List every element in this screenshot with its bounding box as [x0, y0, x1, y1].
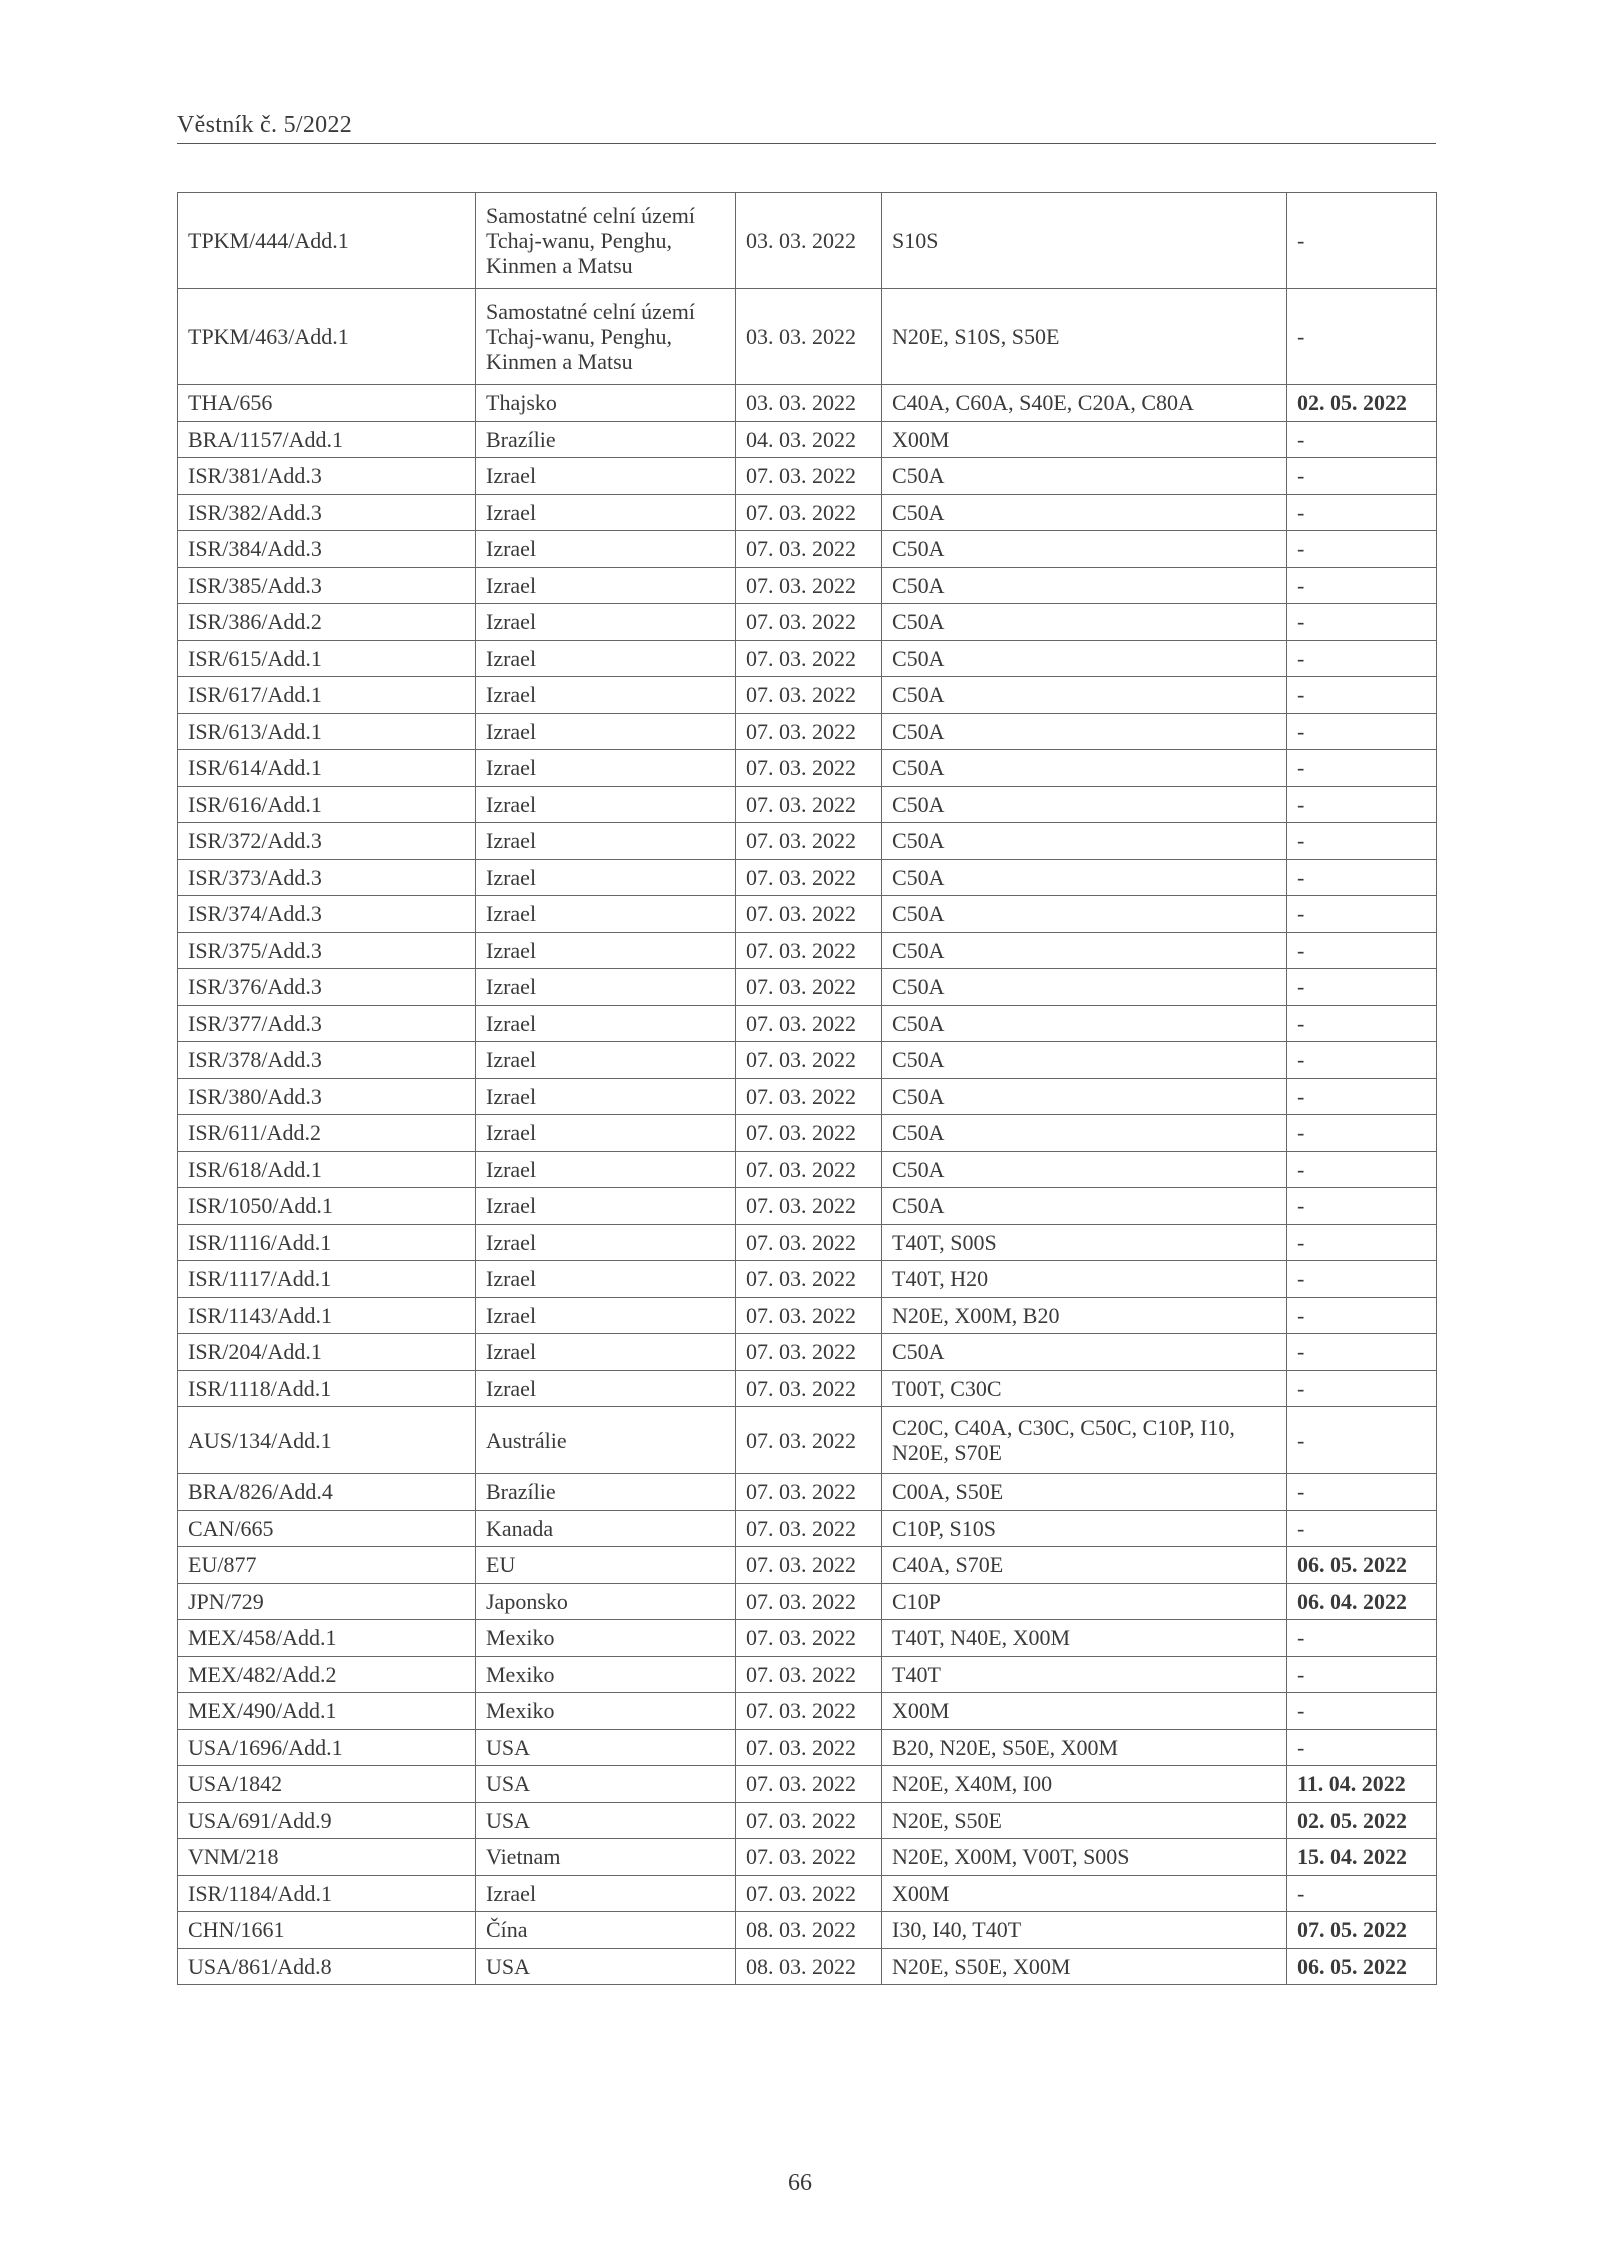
date-cell: 08. 03. 2022 — [736, 1948, 882, 1985]
document-symbol-cell: ISR/615/Add.1 — [178, 640, 476, 677]
document-symbol-cell: ISR/1143/Add.1 — [178, 1297, 476, 1334]
document-symbol-cell: AUS/134/Add.1 — [178, 1407, 476, 1474]
notification-table — [177, 192, 1437, 1985]
date-cell: 07. 03. 2022 — [736, 823, 882, 860]
deadline-cell: - — [1287, 1042, 1437, 1079]
document-symbol-cell: ISR/378/Add.3 — [178, 1042, 476, 1079]
document-symbol-cell: USA/1842 — [178, 1766, 476, 1803]
date-cell: 07. 03. 2022 — [736, 531, 882, 568]
table-row — [178, 289, 1437, 385]
date-cell: 07. 03. 2022 — [736, 713, 882, 750]
codes-cell: C10P — [882, 1583, 1287, 1620]
date-cell: 07. 03. 2022 — [736, 859, 882, 896]
codes-cell: B20, N20E, S50E, X00M — [882, 1729, 1287, 1766]
member-cell: Izrael — [476, 1078, 736, 1115]
member-cell: Izrael — [476, 677, 736, 714]
table-row — [178, 750, 1437, 787]
codes-cell: C50A — [882, 1334, 1287, 1371]
date-cell: 07. 03. 2022 — [736, 1766, 882, 1803]
date-cell: 07. 03. 2022 — [736, 567, 882, 604]
date-cell: 03. 03. 2022 — [736, 385, 882, 422]
codes-cell: N20E, S50E, X00M — [882, 1948, 1287, 1985]
codes-cell: N20E, X40M, I00 — [882, 1766, 1287, 1803]
deadline-cell: 06. 04. 2022 — [1287, 1583, 1437, 1620]
codes-cell: C50A — [882, 458, 1287, 495]
table-row — [178, 531, 1437, 568]
table-row — [178, 1370, 1437, 1407]
document-symbol-cell: ISR/1118/Add.1 — [178, 1370, 476, 1407]
codes-cell: C50A — [882, 640, 1287, 677]
member-cell: Izrael — [476, 604, 736, 641]
member-cell: Izrael — [476, 458, 736, 495]
table-row — [178, 1005, 1437, 1042]
codes-cell: C50A — [882, 1005, 1287, 1042]
codes-cell: C50A — [882, 1042, 1287, 1079]
table-row — [178, 1729, 1437, 1766]
date-cell: 07. 03. 2022 — [736, 1334, 882, 1371]
codes-cell: C50A — [882, 1078, 1287, 1115]
deadline-cell: - — [1287, 932, 1437, 969]
codes-cell: T40T — [882, 1656, 1287, 1693]
date-cell: 07. 03. 2022 — [736, 1729, 882, 1766]
date-cell: 07. 03. 2022 — [736, 896, 882, 933]
deadline-cell: - — [1287, 494, 1437, 531]
date-cell: 07. 03. 2022 — [736, 1474, 882, 1511]
table-row — [178, 604, 1437, 641]
table-row — [178, 1042, 1437, 1079]
member-cell: Izrael — [476, 823, 736, 860]
document-symbol-cell: EU/877 — [178, 1547, 476, 1584]
member-cell: Izrael — [476, 786, 736, 823]
member-cell: Samostatné celní území Tchaj-wanu, Penghu, Kinmen a Matsu — [476, 193, 736, 289]
date-cell: 07. 03. 2022 — [736, 1875, 882, 1912]
member-cell: Izrael — [476, 1224, 736, 1261]
table-row — [178, 1802, 1437, 1839]
codes-cell: C50A — [882, 823, 1287, 860]
member-cell: Mexiko — [476, 1620, 736, 1657]
member-cell: Izrael — [476, 531, 736, 568]
date-cell: 04. 03. 2022 — [736, 421, 882, 458]
date-cell: 07. 03. 2022 — [736, 1005, 882, 1042]
codes-cell: C50A — [882, 969, 1287, 1006]
date-cell: 07. 03. 2022 — [736, 1407, 882, 1474]
document-symbol-cell: ISR/386/Add.2 — [178, 604, 476, 641]
member-cell: Izrael — [476, 1875, 736, 1912]
date-cell: 07. 03. 2022 — [736, 1224, 882, 1261]
deadline-cell: - — [1287, 1078, 1437, 1115]
document-symbol-cell: ISR/384/Add.3 — [178, 531, 476, 568]
document-symbol-cell: ISR/617/Add.1 — [178, 677, 476, 714]
document-symbol-cell: USA/861/Add.8 — [178, 1948, 476, 1985]
deadline-cell: - — [1287, 1115, 1437, 1152]
codes-cell: C50A — [882, 604, 1287, 641]
codes-cell: C00A, S50E — [882, 1474, 1287, 1511]
deadline-cell: - — [1287, 1151, 1437, 1188]
document-symbol-cell: ISR/616/Add.1 — [178, 786, 476, 823]
document-symbol-cell: TPKM/444/Add.1 — [178, 193, 476, 289]
deadline-cell: 06. 05. 2022 — [1287, 1547, 1437, 1584]
table-row — [178, 969, 1437, 1006]
member-cell: Austrálie — [476, 1407, 736, 1474]
member-cell: Izrael — [476, 969, 736, 1006]
date-cell: 07. 03. 2022 — [736, 1510, 882, 1547]
table-row — [178, 1875, 1437, 1912]
member-cell: USA — [476, 1948, 736, 1985]
date-cell: 07. 03. 2022 — [736, 1297, 882, 1334]
date-cell: 07. 03. 2022 — [736, 1802, 882, 1839]
date-cell: 07. 03. 2022 — [736, 1547, 882, 1584]
date-cell: 07. 03. 2022 — [736, 458, 882, 495]
table-row — [178, 421, 1437, 458]
member-cell: USA — [476, 1802, 736, 1839]
deadline-cell: - — [1287, 823, 1437, 860]
document-symbol-cell: ISR/373/Add.3 — [178, 859, 476, 896]
codes-cell: C50A — [882, 896, 1287, 933]
codes-cell: C50A — [882, 677, 1287, 714]
date-cell: 07. 03. 2022 — [736, 1151, 882, 1188]
member-cell: Izrael — [476, 567, 736, 604]
document-symbol-cell: MEX/458/Add.1 — [178, 1620, 476, 1657]
page-number: 66 — [788, 2170, 812, 2196]
deadline-cell: - — [1287, 193, 1437, 289]
deadline-cell: - — [1287, 1224, 1437, 1261]
document-symbol-cell: CAN/665 — [178, 1510, 476, 1547]
member-cell: Japonsko — [476, 1583, 736, 1620]
table-row — [178, 1115, 1437, 1152]
member-cell: Mexiko — [476, 1693, 736, 1730]
document-symbol-cell: ISR/381/Add.3 — [178, 458, 476, 495]
table-row — [178, 1407, 1437, 1474]
member-cell: Izrael — [476, 1297, 736, 1334]
codes-cell: N20E, X00M, B20 — [882, 1297, 1287, 1334]
deadline-cell: 06. 05. 2022 — [1287, 1948, 1437, 1985]
table-row — [178, 193, 1437, 289]
member-cell: Izrael — [476, 1370, 736, 1407]
codes-cell: C50A — [882, 932, 1287, 969]
deadline-cell: - — [1287, 1334, 1437, 1371]
deadline-cell: - — [1287, 1261, 1437, 1298]
table-row — [178, 1948, 1437, 1985]
table-row — [178, 1297, 1437, 1334]
deadline-cell: 11. 04. 2022 — [1287, 1766, 1437, 1803]
table-row — [178, 677, 1437, 714]
date-cell: 07. 03. 2022 — [736, 1620, 882, 1657]
codes-cell: I30, I40, T40T — [882, 1912, 1287, 1949]
member-cell: Čína — [476, 1912, 736, 1949]
date-cell: 07. 03. 2022 — [736, 1115, 882, 1152]
table-row — [178, 896, 1437, 933]
document-symbol-cell: ISR/1050/Add.1 — [178, 1188, 476, 1225]
table-row — [178, 1078, 1437, 1115]
table-row — [178, 1656, 1437, 1693]
deadline-cell: - — [1287, 1005, 1437, 1042]
member-cell: Kanada — [476, 1510, 736, 1547]
codes-cell: T40T, H20 — [882, 1261, 1287, 1298]
codes-cell: C10P, S10S — [882, 1510, 1287, 1547]
member-cell: Izrael — [476, 713, 736, 750]
codes-cell: C50A — [882, 1188, 1287, 1225]
table-row — [178, 786, 1437, 823]
codes-cell: X00M — [882, 1875, 1287, 1912]
running-header — [177, 112, 1436, 144]
document-symbol-cell: ISR/204/Add.1 — [178, 1334, 476, 1371]
document-symbol-cell: ISR/618/Add.1 — [178, 1151, 476, 1188]
date-cell: 07. 03. 2022 — [736, 1693, 882, 1730]
table-body — [178, 193, 1437, 1985]
table-row — [178, 1620, 1437, 1657]
date-cell: 07. 03. 2022 — [736, 750, 882, 787]
date-cell: 07. 03. 2022 — [736, 969, 882, 1006]
document-symbol-cell: THA/656 — [178, 385, 476, 422]
table-row — [178, 1188, 1437, 1225]
member-cell: Izrael — [476, 1005, 736, 1042]
codes-cell: T40T, S00S — [882, 1224, 1287, 1261]
table-row — [178, 1839, 1437, 1876]
table-row — [178, 458, 1437, 495]
document-symbol-cell: ISR/376/Add.3 — [178, 969, 476, 1006]
deadline-cell: - — [1287, 1656, 1437, 1693]
deadline-cell: - — [1287, 1474, 1437, 1511]
date-cell: 07. 03. 2022 — [736, 932, 882, 969]
deadline-cell: - — [1287, 640, 1437, 677]
table-row — [178, 1474, 1437, 1511]
document-symbol-cell: CHN/1661 — [178, 1912, 476, 1949]
table-row — [178, 1334, 1437, 1371]
deadline-cell: 15. 04. 2022 — [1287, 1839, 1437, 1876]
document-symbol-cell: MEX/482/Add.2 — [178, 1656, 476, 1693]
document-symbol-cell: ISR/1117/Add.1 — [178, 1261, 476, 1298]
table-row — [178, 1510, 1437, 1547]
codes-cell: C50A — [882, 1151, 1287, 1188]
codes-cell: C50A — [882, 786, 1287, 823]
deadline-cell: 02. 05. 2022 — [1287, 1802, 1437, 1839]
date-cell: 07. 03. 2022 — [736, 1370, 882, 1407]
codes-cell: N20E, X00M, V00T, S00S — [882, 1839, 1287, 1876]
date-cell: 07. 03. 2022 — [736, 604, 882, 641]
deadline-cell: - — [1287, 567, 1437, 604]
member-cell: USA — [476, 1729, 736, 1766]
member-cell: Thajsko — [476, 385, 736, 422]
date-cell: 07. 03. 2022 — [736, 1078, 882, 1115]
deadline-cell: - — [1287, 677, 1437, 714]
table-row — [178, 859, 1437, 896]
member-cell: Izrael — [476, 750, 736, 787]
document-symbol-cell: VNM/218 — [178, 1839, 476, 1876]
member-cell: Izrael — [476, 896, 736, 933]
date-cell: 03. 03. 2022 — [736, 193, 882, 289]
table-row — [178, 1912, 1437, 1949]
date-cell: 07. 03. 2022 — [736, 1839, 882, 1876]
date-cell: 07. 03. 2022 — [736, 1042, 882, 1079]
deadline-cell: - — [1287, 1407, 1437, 1474]
document-symbol-cell: ISR/377/Add.3 — [178, 1005, 476, 1042]
document-symbol-cell: ISR/611/Add.2 — [178, 1115, 476, 1152]
member-cell: Samostatné celní území Tchaj-wanu, Penghu, Kinmen a Matsu — [476, 289, 736, 385]
document-symbol-cell: TPKM/463/Add.1 — [178, 289, 476, 385]
member-cell: Izrael — [476, 1334, 736, 1371]
table-row — [178, 1766, 1437, 1803]
document-symbol-cell: ISR/372/Add.3 — [178, 823, 476, 860]
document-symbol-cell: ISR/375/Add.3 — [178, 932, 476, 969]
table-row — [178, 1583, 1437, 1620]
date-cell: 07. 03. 2022 — [736, 640, 882, 677]
date-cell: 08. 03. 2022 — [736, 1912, 882, 1949]
codes-cell: C40A, C60A, S40E, C20A, C80A — [882, 385, 1287, 422]
member-cell: Izrael — [476, 1042, 736, 1079]
table-row — [178, 385, 1437, 422]
codes-cell: S10S — [882, 193, 1287, 289]
member-cell: USA — [476, 1766, 736, 1803]
deadline-cell: - — [1287, 1188, 1437, 1225]
deadline-cell: - — [1287, 859, 1437, 896]
document-symbol-cell: BRA/826/Add.4 — [178, 1474, 476, 1511]
table-row — [178, 1224, 1437, 1261]
date-cell: 07. 03. 2022 — [736, 677, 882, 714]
document-symbol-cell: ISR/374/Add.3 — [178, 896, 476, 933]
codes-cell: C20C, C40A, C30C, C50C, C10P, I10, N20E, S70E — [882, 1407, 1287, 1474]
deadline-cell: - — [1287, 1693, 1437, 1730]
member-cell: Brazílie — [476, 421, 736, 458]
journal-title: Věstník č. 5/2022 — [177, 112, 353, 138]
deadline-cell: 07. 05. 2022 — [1287, 1912, 1437, 1949]
member-cell: Brazílie — [476, 1474, 736, 1511]
date-cell: 07. 03. 2022 — [736, 494, 882, 531]
member-cell: Izrael — [476, 640, 736, 677]
codes-cell: C50A — [882, 1115, 1287, 1152]
codes-cell: C50A — [882, 567, 1287, 604]
codes-cell: C40A, S70E — [882, 1547, 1287, 1584]
table-row — [178, 640, 1437, 677]
document-symbol-cell: JPN/729 — [178, 1583, 476, 1620]
table-row — [178, 1151, 1437, 1188]
deadline-cell: - — [1287, 458, 1437, 495]
member-cell: EU — [476, 1547, 736, 1584]
document-symbol-cell: ISR/1116/Add.1 — [178, 1224, 476, 1261]
table-row — [178, 567, 1437, 604]
codes-cell: T40T, N40E, X00M — [882, 1620, 1287, 1657]
member-cell: Izrael — [476, 1151, 736, 1188]
codes-cell: C50A — [882, 713, 1287, 750]
document-symbol-cell: ISR/614/Add.1 — [178, 750, 476, 787]
codes-cell: X00M — [882, 421, 1287, 458]
codes-cell: C50A — [882, 531, 1287, 568]
codes-cell: T00T, C30C — [882, 1370, 1287, 1407]
codes-cell: N20E, S50E — [882, 1802, 1287, 1839]
date-cell: 07. 03. 2022 — [736, 1261, 882, 1298]
document-symbol-cell: BRA/1157/Add.1 — [178, 421, 476, 458]
deadline-cell: - — [1287, 1297, 1437, 1334]
deadline-cell: 02. 05. 2022 — [1287, 385, 1437, 422]
codes-cell: X00M — [882, 1693, 1287, 1730]
document-symbol-cell: USA/1696/Add.1 — [178, 1729, 476, 1766]
document-symbol-cell: ISR/385/Add.3 — [178, 567, 476, 604]
date-cell: 07. 03. 2022 — [736, 786, 882, 823]
deadline-cell: - — [1287, 713, 1437, 750]
member-cell: Izrael — [476, 1188, 736, 1225]
date-cell: 03. 03. 2022 — [736, 289, 882, 385]
codes-cell: C50A — [882, 750, 1287, 787]
deadline-cell: - — [1287, 1620, 1437, 1657]
deadline-cell: - — [1287, 1729, 1437, 1766]
deadline-cell: - — [1287, 1370, 1437, 1407]
date-cell: 07. 03. 2022 — [736, 1583, 882, 1620]
deadline-cell: - — [1287, 531, 1437, 568]
deadline-cell: - — [1287, 1875, 1437, 1912]
document-symbol-cell: ISR/380/Add.3 — [178, 1078, 476, 1115]
member-cell: Izrael — [476, 859, 736, 896]
document-symbol-cell: MEX/490/Add.1 — [178, 1693, 476, 1730]
table-row — [178, 1261, 1437, 1298]
date-cell: 07. 03. 2022 — [736, 1656, 882, 1693]
document-symbol-cell: ISR/1184/Add.1 — [178, 1875, 476, 1912]
codes-cell: C50A — [882, 494, 1287, 531]
table-row — [178, 713, 1437, 750]
deadline-cell: - — [1287, 604, 1437, 641]
member-cell: Izrael — [476, 1261, 736, 1298]
document-symbol-cell: ISR/382/Add.3 — [178, 494, 476, 531]
table-row — [178, 494, 1437, 531]
table-row — [178, 1547, 1437, 1584]
table-row — [178, 1693, 1437, 1730]
deadline-cell: - — [1287, 289, 1437, 385]
member-cell: Vietnam — [476, 1839, 736, 1876]
codes-cell: N20E, S10S, S50E — [882, 289, 1287, 385]
date-cell: 07. 03. 2022 — [736, 1188, 882, 1225]
deadline-cell: - — [1287, 1510, 1437, 1547]
member-cell: Izrael — [476, 1115, 736, 1152]
table-row — [178, 823, 1437, 860]
deadline-cell: - — [1287, 969, 1437, 1006]
deadline-cell: - — [1287, 896, 1437, 933]
deadline-cell: - — [1287, 750, 1437, 787]
deadline-cell: - — [1287, 421, 1437, 458]
member-cell: Mexiko — [476, 1656, 736, 1693]
member-cell: Izrael — [476, 932, 736, 969]
document-symbol-cell: ISR/613/Add.1 — [178, 713, 476, 750]
codes-cell: C50A — [882, 859, 1287, 896]
deadline-cell: - — [1287, 786, 1437, 823]
document-symbol-cell: USA/691/Add.9 — [178, 1802, 476, 1839]
member-cell: Izrael — [476, 494, 736, 531]
table-row — [178, 932, 1437, 969]
